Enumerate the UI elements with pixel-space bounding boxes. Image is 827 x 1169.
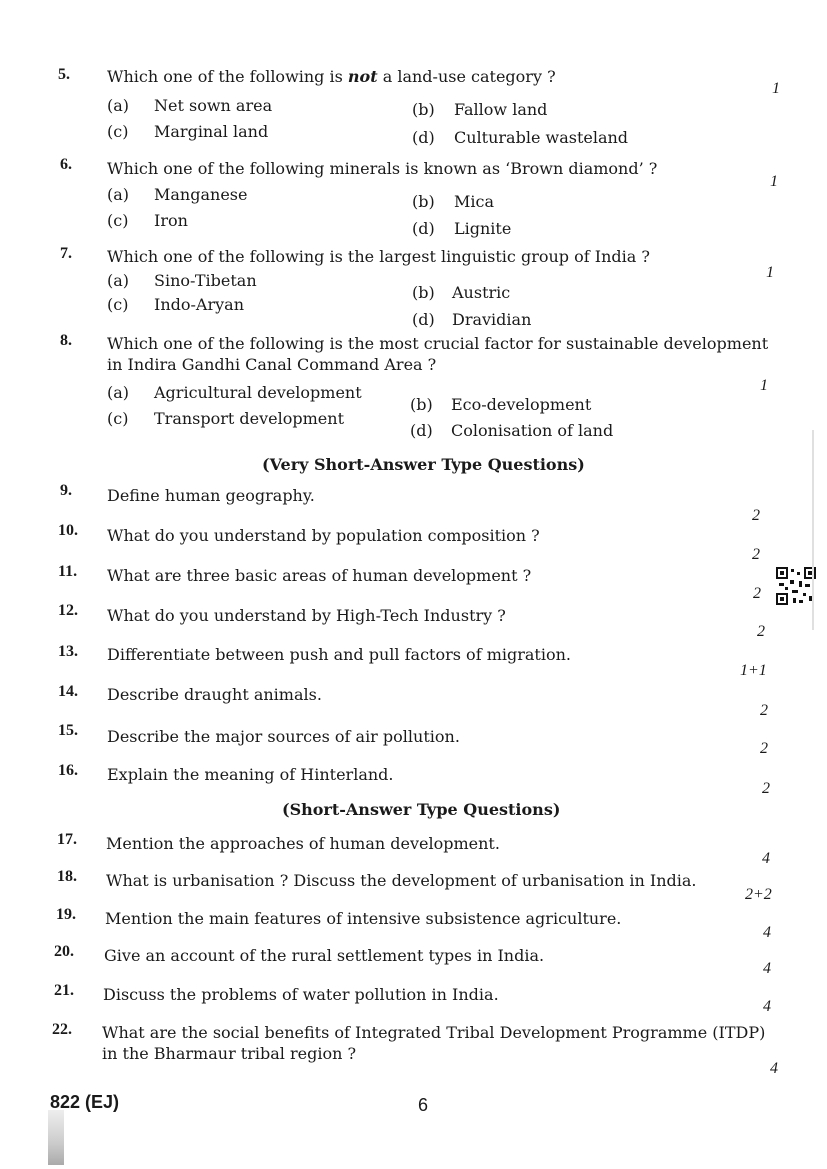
option-label: (a)	[107, 96, 130, 115]
option-label: (d)	[412, 128, 435, 147]
question-text: What are three basic areas of human development ?	[107, 566, 532, 585]
marks: 1+1	[740, 662, 767, 679]
question-number: 10.	[58, 522, 78, 539]
option-label: (b)	[410, 395, 433, 414]
question-text: Which one of the following is the most crucial factor for sustainable development	[107, 334, 769, 353]
option-label: (a)	[107, 383, 130, 402]
question-text: Which one of the following is not a land-use category ?	[107, 67, 556, 86]
option-text: Eco-development	[451, 395, 592, 414]
paper-code: 822 (EJ)	[50, 1092, 120, 1112]
question-text: What is urbanisation ? Discuss the development of urbanisation in India.	[106, 871, 697, 890]
option-text: Manganese	[154, 185, 248, 204]
question-text: Describe the major sources of air pollution.	[107, 727, 460, 746]
question-number: 14.	[58, 683, 78, 700]
option-label: (d)	[410, 421, 433, 440]
option-text: Net sown area	[154, 96, 273, 115]
option-text: Iron	[154, 211, 188, 230]
question-number: 7.	[60, 245, 72, 262]
question-text: Which one of the following minerals is known as ‘Brown diamond’ ?	[107, 159, 658, 178]
marks: 2	[760, 740, 768, 757]
question-text: Explain the meaning of Hinterland.	[107, 765, 394, 784]
section-heading: (Very Short-Answer Type Questions)	[262, 455, 585, 474]
question-text: What do you understand by population composition ?	[107, 526, 540, 545]
qr-code-icon	[775, 566, 817, 606]
marks: 4	[763, 960, 771, 977]
question-text: Give an account of the rural settlement types in India.	[104, 946, 545, 965]
option-text: Lignite	[454, 219, 512, 238]
option-text: Fallow land	[454, 100, 548, 119]
option-label: (d)	[412, 219, 435, 238]
marks: 4	[763, 924, 771, 941]
question-number: 11.	[58, 563, 78, 580]
option-label: (c)	[107, 211, 129, 230]
marks: 1	[766, 264, 774, 281]
marks: 2	[752, 507, 760, 524]
option-label: (a)	[107, 271, 130, 290]
question-text-line2: in Indira Gandhi Canal Command Area ?	[107, 355, 437, 374]
question-number: 19.	[56, 906, 76, 923]
marks: 2	[762, 780, 770, 797]
question-number: 13.	[58, 643, 78, 660]
question-number: 17.	[57, 831, 77, 848]
question-number: 5.	[58, 66, 70, 83]
question-text: Discuss the problems of water pollution in India.	[103, 985, 499, 1004]
marks: 2	[760, 702, 768, 719]
question-text: Mention the approaches of human development.	[106, 834, 500, 853]
option-text: Sino-Tibetan	[154, 271, 257, 290]
option-label: (c)	[107, 295, 129, 314]
question-text: Which one of the following is the largest linguistic group of India ?	[107, 247, 650, 266]
marks: 1	[772, 80, 780, 97]
marks: 2+2	[745, 886, 772, 903]
option-text: Colonisation of land	[451, 421, 614, 440]
question-number: 21.	[54, 982, 74, 999]
question-number: 6.	[60, 156, 72, 173]
option-text: Dravidian	[452, 310, 532, 329]
option-label: (b)	[412, 192, 435, 211]
question-text: Mention the main features of intensive subsistence agriculture.	[105, 909, 622, 928]
question-text-line2: in the Bharmaur tribal region ?	[102, 1044, 357, 1063]
scan-smudge	[48, 1110, 64, 1165]
option-text: Culturable wasteland	[454, 128, 629, 147]
question-number: 9.	[60, 482, 72, 499]
option-text: Indo-Aryan	[154, 295, 244, 314]
option-label: (a)	[107, 185, 130, 204]
option-text: Austric	[452, 283, 511, 302]
question-number: 22.	[52, 1021, 72, 1038]
page-number: 6	[418, 1095, 429, 1115]
question-number: 15.	[58, 722, 78, 739]
question-number: 20.	[54, 943, 74, 960]
question-number: 8.	[60, 332, 72, 349]
question-text: Describe draught animals.	[107, 685, 322, 704]
marks: 2	[753, 585, 761, 602]
question-number: 16.	[58, 762, 78, 779]
option-label: (c)	[107, 122, 129, 141]
question-text: Differentiate between push and pull factors of migration.	[107, 645, 571, 664]
section-heading: (Short-Answer Type Questions)	[282, 800, 561, 819]
option-text: Agricultural development	[154, 383, 362, 402]
question-number: 12.	[58, 602, 78, 619]
page-edge	[812, 430, 814, 630]
marks: 1	[770, 173, 778, 190]
question-text: Define human geography.	[107, 486, 315, 505]
question-number: 18.	[57, 868, 77, 885]
option-label: (b)	[412, 100, 435, 119]
question-text: What do you understand by High-Tech Industry ?	[107, 606, 506, 625]
option-label: (b)	[412, 283, 435, 302]
option-text: Marginal land	[154, 122, 269, 141]
option-text: Transport development	[154, 409, 344, 428]
option-label: (c)	[107, 409, 129, 428]
marks: 4	[763, 998, 771, 1015]
marks: 4	[770, 1060, 778, 1077]
marks: 4	[762, 850, 770, 867]
marks: 2	[757, 623, 765, 640]
option-label: (d)	[412, 310, 435, 329]
option-text: Mica	[454, 192, 494, 211]
marks: 1	[760, 377, 768, 394]
question-text: What are the social benefits of Integrated Tribal Development Programme (ITDP)	[102, 1023, 766, 1042]
marks: 2	[752, 546, 760, 563]
